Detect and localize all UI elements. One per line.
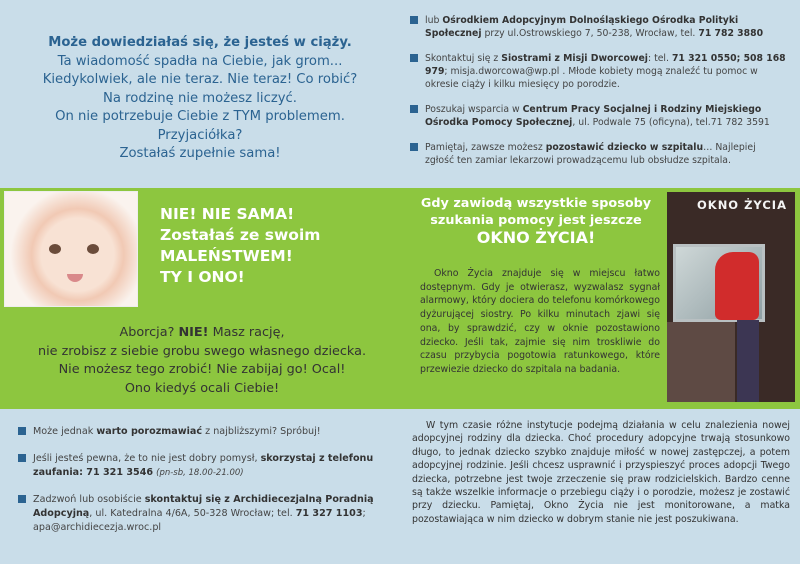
person-legs-shape xyxy=(737,320,759,402)
list-item: Może jednak warto porozmawiać z najbliższymi? Spróbuj! xyxy=(18,425,388,439)
bullet-square-icon xyxy=(410,105,418,113)
bullet-square-icon xyxy=(410,54,418,62)
contacts-top-list xyxy=(410,14,786,179)
okno-sign: OKNO ŻYCIA xyxy=(697,198,787,212)
list-item: Zadzwoń lub osobiście skontaktuj się z Archidiecezjalną Poradnią Adopcyjną, ul. Katedralna 4/6A, 50-328 Wrocław; tel. 71 327 1103; apa@archidiecezja.wroc.pl xyxy=(18,493,388,535)
list-item: Jeśli jesteś pewna, że to nie jest dobry pomysł, skorzystaj z telefonu zaufania: 71 321 3546 (pn-sb, 18.00-21.00) xyxy=(18,452,388,480)
wall-shape xyxy=(667,322,735,402)
person-shape xyxy=(715,252,759,320)
mouth-shape xyxy=(67,274,83,282)
nie-sama-heading: NIE! NIE SAMA! Zostałaś ze swoim MALEŃSTWEM! TY I ONO! xyxy=(160,205,321,286)
adoption-text: W tym czasie różne instytucje podejmą działania w celu znalezienia nowej adopcyjnej rodziny dla dziecka. Choć procedury adopcyjne trwają stosunkowo długo, to jednak dziecko szybko znajduje miłość w nowej zastępczej, a potem adopcyjnej rodzinie. Jeśli chcesz usprawnić i przyspieszyć proces adopcji Twego dziecka, potrzebne jest twoje zrzeczenie się praw rodzicielskich. Bardzo cenne są także wszelkie informacje o przebiegu ciąży i o porodzie, możesz je zostawić przy dziecku. Pamiętaj, Okno Życia nie jest monitorowane, a matka pozostawiająca w nim dziecko w dobrym stanie nie jest poszukiwana. xyxy=(412,420,790,525)
bullet-square-icon xyxy=(410,16,418,24)
bullet-square-icon xyxy=(18,454,26,462)
abortion-text: Aborcja? NIE! Masz rację, nie zrobisz z siebie grobu swego własnego dziecka. Nie możesz tego zrobić! Nie zabijaj go! Ocal! Ono kiedyś ocali Ciebie! xyxy=(37,325,367,396)
intro-line: On nie potrzebuje Ciebie z TYM problemem. xyxy=(55,109,345,124)
okno-zycia-heading: Gdy zawiodą wszystkie sposoby szukania pomocy jest jeszcze OKNO ŻYCIA! xyxy=(420,196,652,247)
list-item: Pamiętaj, zawsze możesz pozostawić dziecko w szpitalu… Najlepiej zgłość ten zamiar lekarzowi prowadzącemu lub obsłudze szpitala. xyxy=(410,141,786,167)
okno-zycia-text: Okno Życia znajduje się w miejscu łatwo dostępnym. Gdy je otwierasz, wyzwalasz sygnał alarmowy, który dociera do telefonu komórkowego dyżurującej siostry. Po kilku minutach zjawi się ona, by sprawdzić, czy w oknie pozostawiono dziecko. Jeśli tak, zajmie się nim troskliwie do czasu przybycia pogotowia ratunkowego, które przewiezie dziecko do szpitala na badania. xyxy=(420,268,660,375)
intro-line: Przyjaciółka? xyxy=(157,127,243,143)
list-item: Poszukaj wsparcia w Centrum Pracy Socjalnej i Rodziny Miejskiego Ośrodka Pomocy Społecznej, ul. Podwale 75 (oficyna), tel.71 782 3591 xyxy=(410,103,786,129)
list-item: lub Ośrodkiem Adopcyjnym Dolnośląskiego Ośrodka Polityki Społecznej przy ul.Ostrowskiego 7, 50-238, Wrocław, tel. 71 782 3880 xyxy=(410,14,786,40)
bullet-square-icon xyxy=(18,427,26,435)
list-item: Skontaktuj się z Siostrami z Misji Dworcowej: tel. 71 321 0550; 508 168 979; misja.dworcowa@wp.pl . Młode kobiety mogą znaleźć tu pomoc w okresie ciąży i kilku miesięcy po porodzie. xyxy=(410,52,786,91)
baby-photo xyxy=(4,191,138,307)
bullet-square-icon xyxy=(410,143,418,151)
intro-line: Kiedykolwiek, ale nie teraz. Nie teraz! Co robić? xyxy=(42,72,358,87)
eye-shape xyxy=(49,244,61,254)
okno-zycia-photo xyxy=(667,192,795,402)
contacts-bottom-list xyxy=(18,425,388,548)
bullet-square-icon xyxy=(18,495,26,503)
intro-line: Na rodzinę nie możesz liczyć. xyxy=(103,90,297,106)
intro-line: Zostałaś zupełnie sama! xyxy=(119,146,281,161)
intro-text xyxy=(20,34,380,164)
eye-shape xyxy=(87,244,99,254)
intro-lead: Może dowiedziałaś się, że jesteś w ciąży. xyxy=(48,35,352,50)
intro-line: Ta wiadomość spadła na Ciebie, jak grom... xyxy=(57,53,343,69)
